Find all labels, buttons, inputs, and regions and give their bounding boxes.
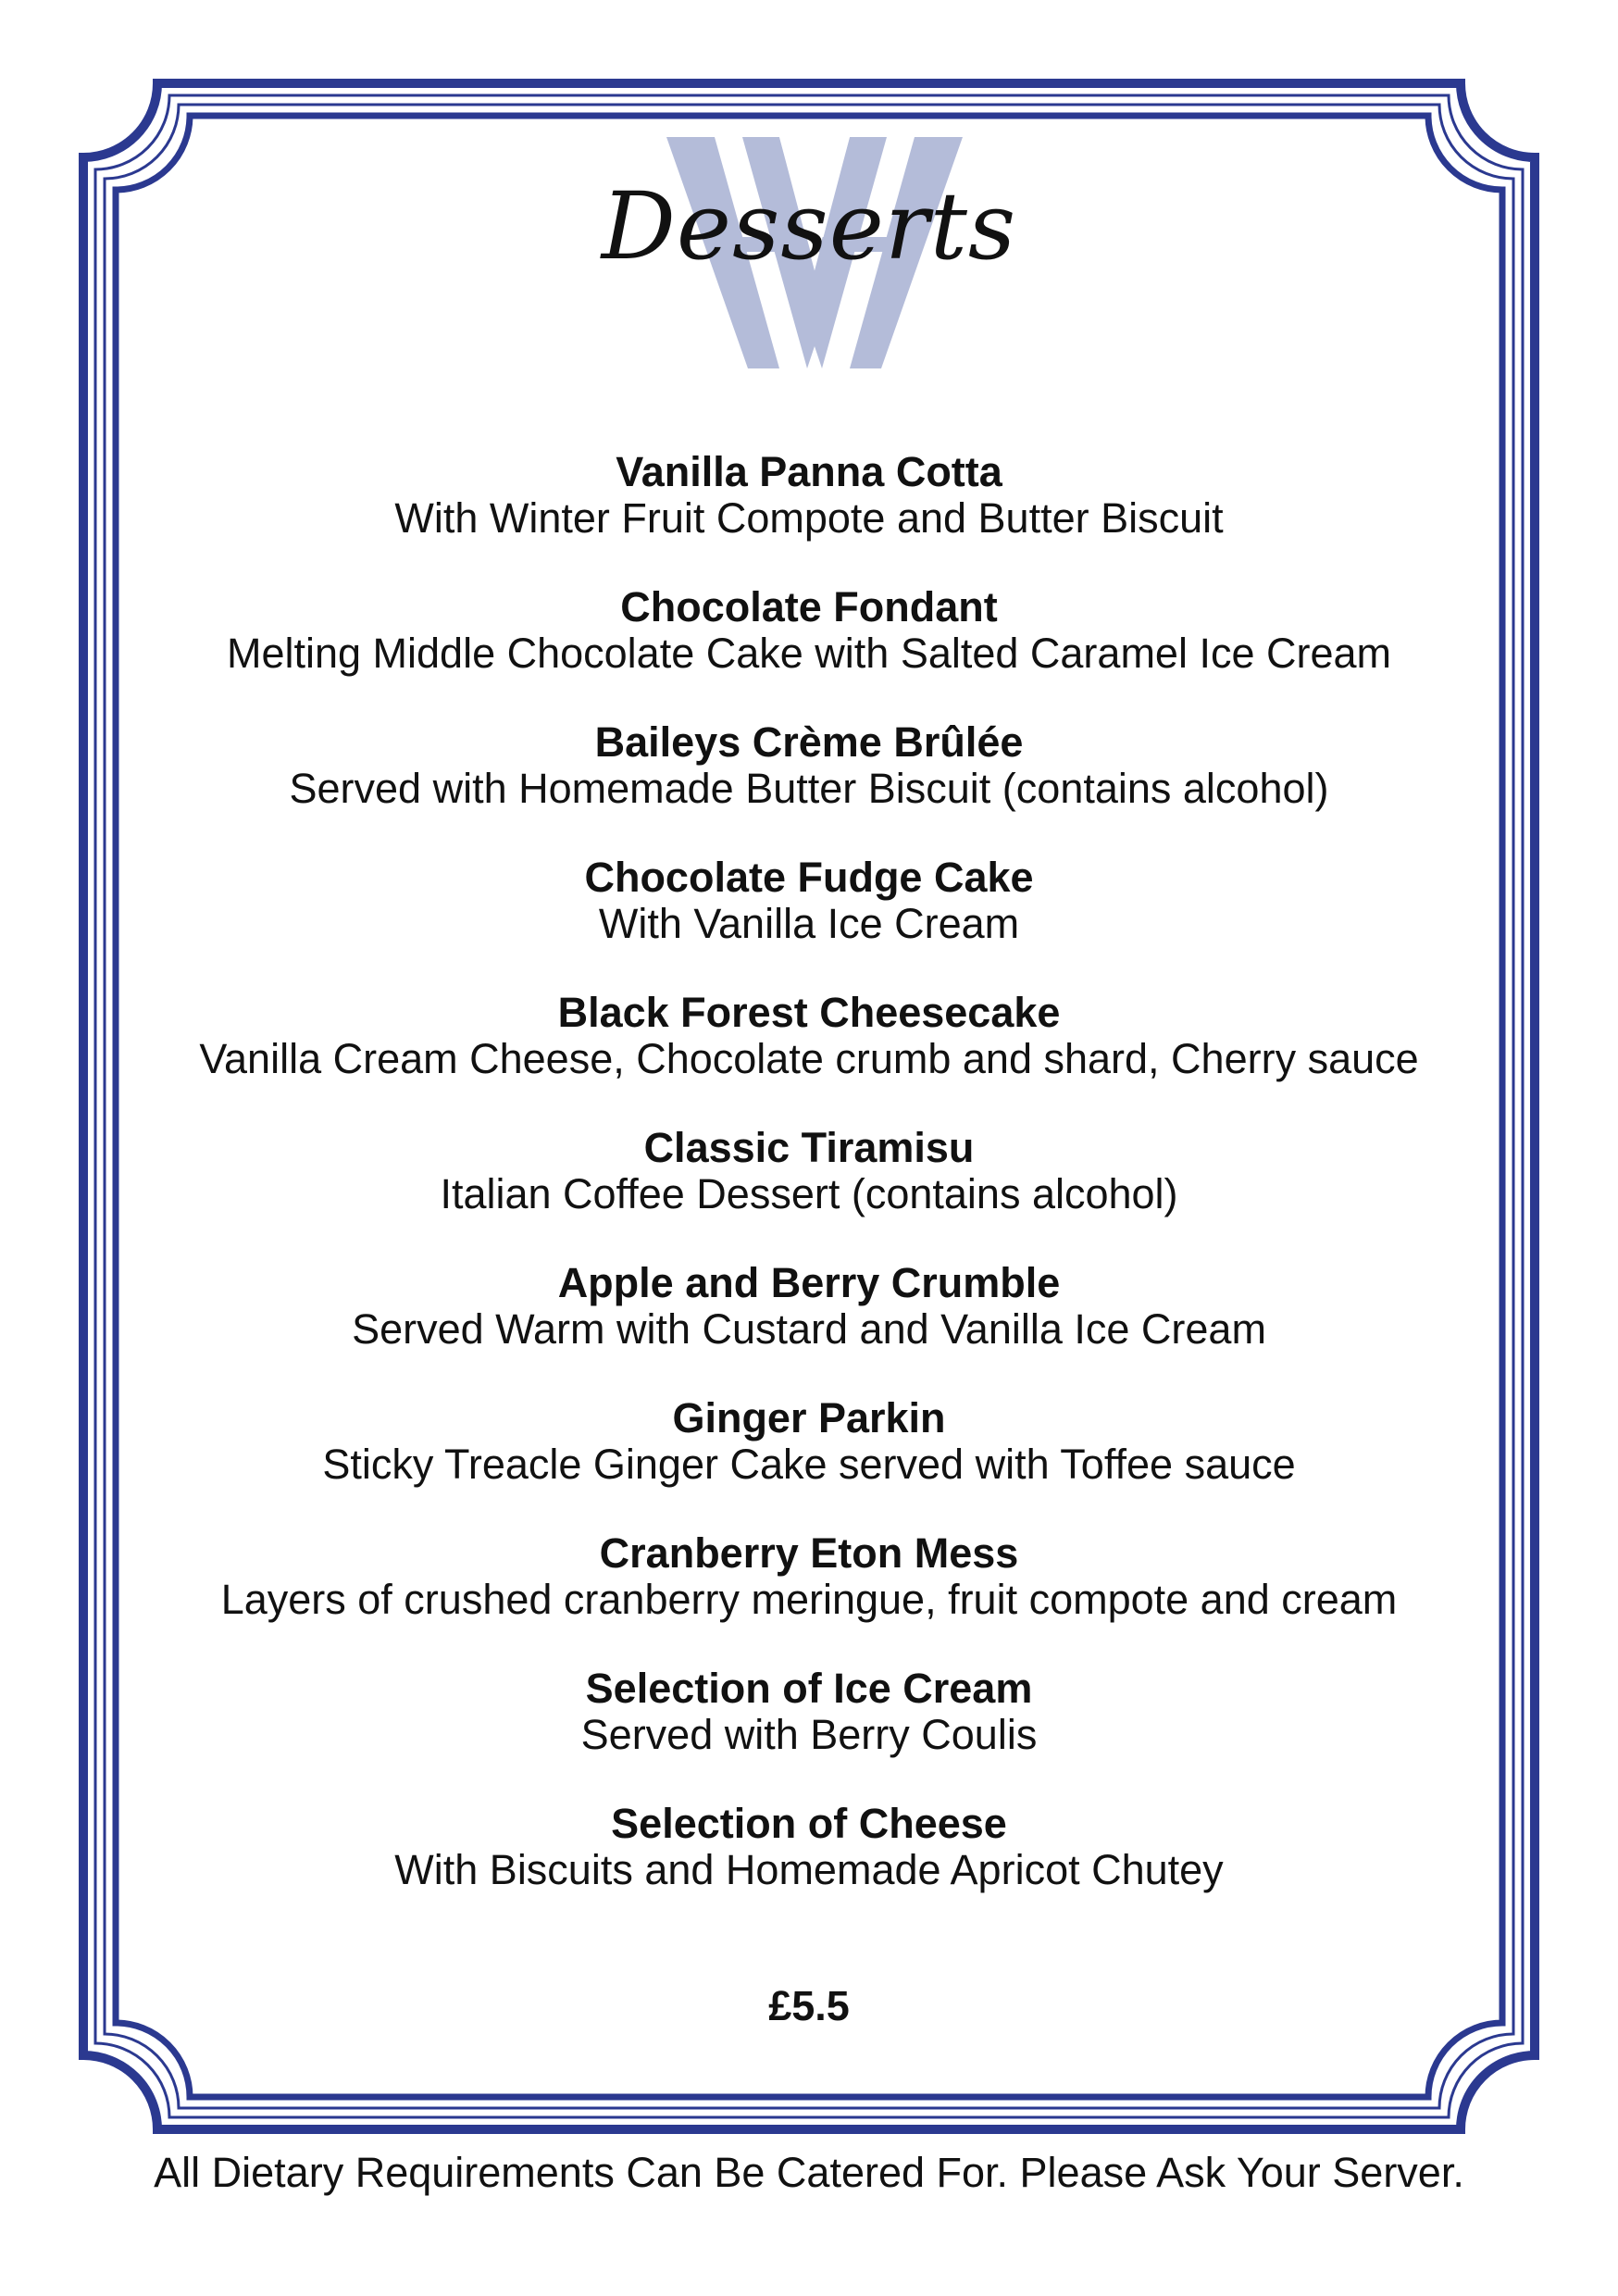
- item-description: With Vanilla Ice Cream: [598, 900, 1020, 947]
- price: £5.5: [768, 1982, 850, 2029]
- item-name: Cranberry Eton Mess: [599, 1529, 1019, 1577]
- menu-item: [130, 1395, 1488, 1530]
- dessert-list: [130, 449, 1488, 1936]
- menu-item: [130, 1260, 1488, 1395]
- item-name: Selection of Cheese: [611, 1800, 1007, 1847]
- item-description: Italian Coffee Dessert (contains alcohol): [440, 1170, 1178, 1217]
- menu-item: [130, 1801, 1488, 1936]
- item-description: Sticky Treacle Ginger Cake served with Toffee sauce: [322, 1441, 1296, 1488]
- menu-item: [130, 855, 1488, 990]
- menu-item: [130, 449, 1488, 584]
- item-description: Served with Homemade Butter Biscuit (contains alcohol): [289, 765, 1329, 812]
- item-name: Chocolate Fudge Cake: [584, 854, 1034, 901]
- item-name: Ginger Parkin: [672, 1394, 946, 1441]
- item-description: Vanilla Cream Cheese, Chocolate crumb and shard, Cherry sauce: [199, 1035, 1419, 1082]
- item-description: With Winter Fruit Compote and Butter Biscuit: [394, 494, 1224, 542]
- menu-item: [130, 584, 1488, 719]
- page-title: Desserts: [601, 172, 1017, 281]
- item-name: Chocolate Fondant: [620, 583, 998, 630]
- menu-item: [130, 1530, 1488, 1666]
- item-name: Vanilla Panna Cotta: [616, 448, 1002, 495]
- item-name: Selection of Ice Cream: [585, 1665, 1033, 1712]
- menu-item: [130, 1666, 1488, 1801]
- menu-item: [130, 1125, 1488, 1260]
- item-name: Black Forest Cheesecake: [557, 989, 1061, 1036]
- item-name: Baileys Crème Brûlée: [594, 718, 1024, 766]
- item-description: Layers of crushed cranberry meringue, fruit compote and cream: [220, 1576, 1398, 1623]
- item-description: With Biscuits and Homemade Apricot Chutey: [394, 1846, 1224, 1893]
- dietary-note: All Dietary Requirements Can Be Catered For. Please Ask Your Server.: [154, 2149, 1464, 2196]
- item-name: Apple and Berry Crumble: [557, 1259, 1061, 1306]
- item-name: Classic Tiramisu: [643, 1124, 975, 1171]
- menu-item: [130, 990, 1488, 1125]
- menu-item: [130, 719, 1488, 855]
- item-description: Served Warm with Custard and Vanilla Ice Cream: [352, 1305, 1266, 1353]
- item-description: Melting Middle Chocolate Cake with Salted Caramel Ice Cream: [226, 630, 1392, 677]
- item-description: Served with Berry Coulis: [580, 1711, 1038, 1758]
